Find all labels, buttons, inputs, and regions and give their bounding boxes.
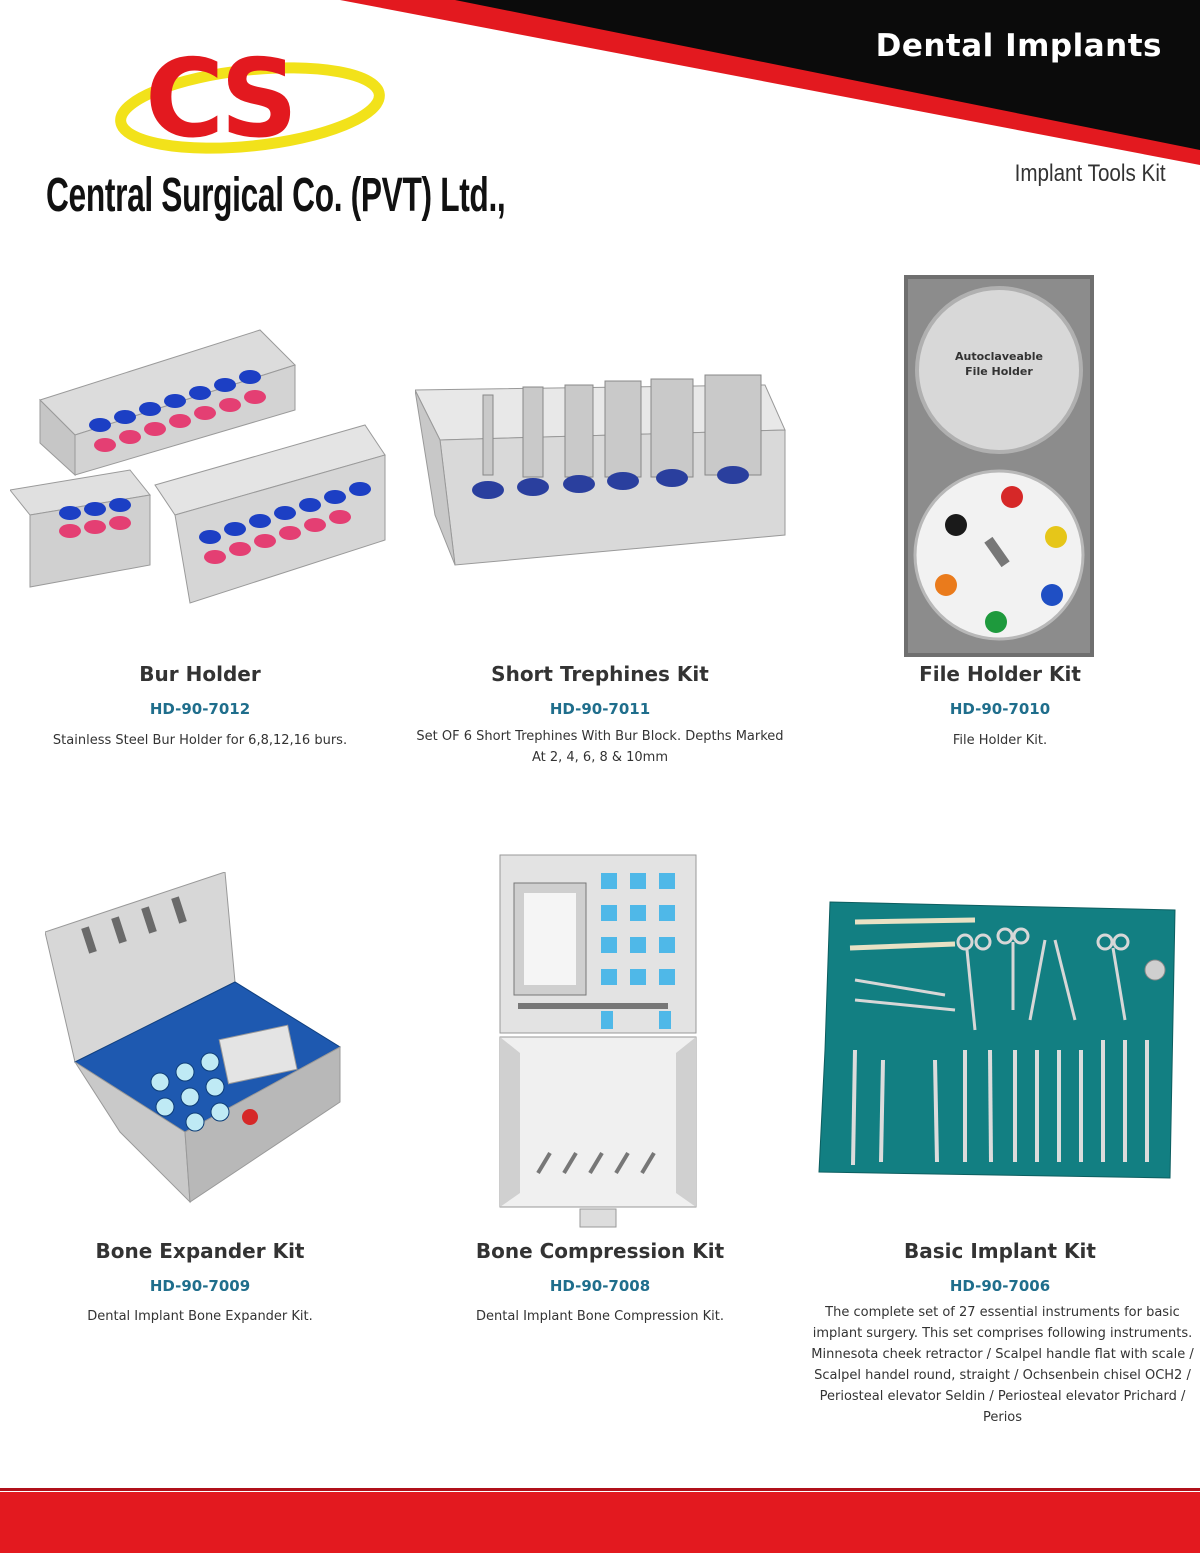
product-code: HD-90-7008 — [549, 1277, 651, 1295]
product-name: File Holder Kit — [919, 662, 1081, 686]
logo-letters: CS — [145, 38, 293, 162]
bone-compression-kit-image — [498, 853, 700, 1228]
product-name: Short Trephines Kit — [491, 662, 709, 686]
product-code: HD-90-7011 — [549, 700, 651, 718]
product-description: Dental Implant Bone Compression Kit. — [476, 1309, 724, 1324]
document-subtitle: Implant Tools Kit — [1014, 160, 1166, 187]
product-name: Bone Compression Kit — [475, 1239, 725, 1263]
product-name: Basic Implant Kit — [904, 1239, 1096, 1263]
product-description: The complete set of 27 essential instruments for basic implant surgery. This set comprises following instruments. Minnesota cheek retractor / Scalpel handle flat with scale / Scalpel handel round, straight / Ochsenbein chisel OCH2 / Periosteal elevator Seldin / Periosteal elevator Prichard / Perios — [811, 1305, 1194, 1425]
product-description: Stainless Steel Bur Holder for 6,8,12,16 burs. — [52, 733, 348, 748]
product-code: HD-90-7009 — [149, 1277, 251, 1295]
product-description: Set OF 6 Short Trephines With Bur Block. Depths Marked At 2, 4, 6, 8 & 10mm — [416, 729, 784, 765]
product-description: Dental Implant Bone Expander Kit. — [87, 1309, 313, 1324]
company-logo — [115, 38, 390, 168]
basic-implant-kit-image — [815, 900, 1180, 1182]
file-holder-label: Autoclaveable — [954, 350, 1044, 363]
footer-bar — [0, 1492, 1200, 1553]
product-name: Bone Expander Kit — [95, 1239, 305, 1263]
product-code: HD-90-7006 — [949, 1277, 1051, 1295]
company-name: Central Surgical Co. (PVT) Ltd., — [46, 169, 506, 222]
product-name: Bur Holder — [139, 662, 261, 686]
product-description: File Holder Kit. — [952, 733, 1048, 748]
document-title: Dental Implants — [875, 28, 1162, 64]
product-code: HD-90-7012 — [149, 700, 251, 718]
bone-expander-kit-image — [45, 872, 345, 1212]
short-trephines-kit-image — [415, 365, 790, 570]
svg-text:File Holder: File Holder — [965, 365, 1033, 378]
footer-divider — [0, 1488, 1200, 1491]
file-holder-kit-image — [904, 275, 1094, 657]
product-code: HD-90-7010 — [949, 700, 1051, 718]
bur-holder-image — [10, 325, 390, 610]
